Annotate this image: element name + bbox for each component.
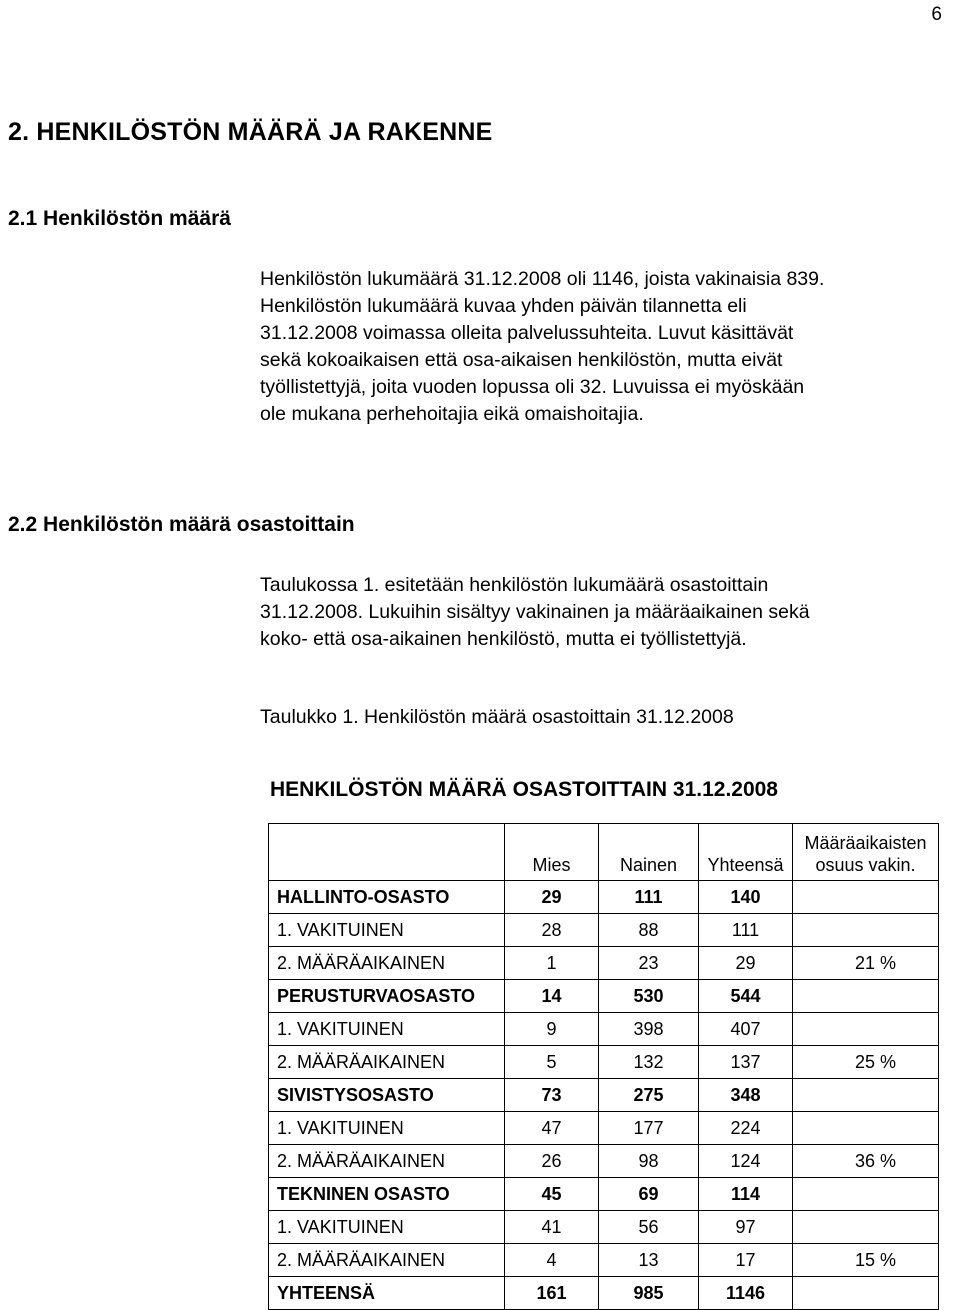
row-label: 1. VAKITUINEN	[269, 1211, 505, 1244]
cell-men: 41	[505, 1211, 599, 1244]
cell-women: 13	[599, 1244, 699, 1277]
row-label: 2. MÄÄRÄAIKAINEN	[269, 1244, 505, 1277]
cell-men: 9	[505, 1013, 599, 1046]
header-share-line1: Määräaikaisten	[804, 833, 927, 853]
cell-total: 1146	[699, 1277, 793, 1310]
table-row	[269, 881, 939, 914]
cell-share	[793, 1013, 939, 1046]
table-title: HENKILÖSTÖN MÄÄRÄ OSASTOITTAIN 31.12.2008	[270, 778, 778, 801]
table-row	[269, 1079, 939, 1112]
cell-women: 111	[599, 881, 699, 914]
cell-total: 140	[699, 881, 793, 914]
cell-total: 224	[699, 1112, 793, 1145]
cell-men: 47	[505, 1112, 599, 1145]
row-label: PERUSTURVAOSASTO	[269, 980, 505, 1013]
cell-women: 275	[599, 1079, 699, 1112]
table-row	[269, 1277, 939, 1310]
cell-total: 124	[699, 1145, 793, 1178]
header-share	[793, 824, 939, 881]
cell-women: 23	[599, 947, 699, 980]
cell-men: 5	[505, 1046, 599, 1079]
cell-women: 177	[599, 1112, 699, 1145]
cell-women: 985	[599, 1277, 699, 1310]
cell-share: 25 %	[793, 1046, 939, 1079]
cell-share	[793, 1079, 939, 1112]
header-women: Nainen	[599, 824, 699, 881]
staff-table	[268, 823, 939, 1310]
cell-share: 21 %	[793, 947, 939, 980]
paragraph-line: sekä kokoaikaisen että osa-aikaisen henkilöstön, mutta eivät	[260, 349, 783, 371]
cell-men: 45	[505, 1178, 599, 1211]
cell-total: 29	[699, 947, 793, 980]
cell-men: 26	[505, 1145, 599, 1178]
cell-share	[793, 1211, 939, 1244]
table-row	[269, 1211, 939, 1244]
paragraph-line: 31.12.2008. Lukuihin sisältyy vakinainen ja määräaikainen sekä	[260, 601, 810, 623]
paragraph-line: työllistettyjä, joita vuoden lopussa oli 32. Luvuissa ei myöskään	[260, 376, 805, 398]
cell-men: 161	[505, 1277, 599, 1310]
cell-share	[793, 914, 939, 947]
section-heading-2-1: 2.1 Henkilöstön määrä	[8, 207, 231, 230]
header-men: Mies	[505, 824, 599, 881]
row-label: 2. MÄÄRÄAIKAINEN	[269, 947, 505, 980]
paragraph-line: koko- että osa-aikainen henkilöstö, mutta ei työllistettyjä.	[260, 628, 747, 650]
table-row	[269, 914, 939, 947]
table-row	[269, 980, 939, 1013]
cell-total: 544	[699, 980, 793, 1013]
row-label: HALLINTO-OSASTO	[269, 881, 505, 914]
chapter-heading: 2. HENKILÖSTÖN MÄÄRÄ JA RAKENNE	[8, 118, 493, 146]
cell-share	[793, 1112, 939, 1145]
row-label: 2. MÄÄRÄAIKAINEN	[269, 1046, 505, 1079]
cell-men: 28	[505, 914, 599, 947]
paragraph-staff-count	[260, 266, 950, 428]
cell-share	[793, 881, 939, 914]
paragraph-by-department	[260, 572, 950, 653]
cell-women: 88	[599, 914, 699, 947]
paragraph-line: ole mukana perhehoitajia eikä omaishoitajia.	[260, 403, 644, 425]
cell-total: 111	[699, 914, 793, 947]
row-label: 1. VAKITUINEN	[269, 1013, 505, 1046]
row-label: 1. VAKITUINEN	[269, 1112, 505, 1145]
header-label-cell	[269, 824, 505, 881]
cell-share: 36 %	[793, 1145, 939, 1178]
table-header-row	[269, 824, 939, 881]
cell-total: 137	[699, 1046, 793, 1079]
table-row	[269, 1013, 939, 1046]
table-row	[269, 1244, 939, 1277]
row-label: SIVISTYSOSASTO	[269, 1079, 505, 1112]
table-row	[269, 1046, 939, 1079]
cell-total: 114	[699, 1178, 793, 1211]
cell-share	[793, 1178, 939, 1211]
table-row	[269, 1145, 939, 1178]
header-total: Yhteensä	[699, 824, 793, 881]
cell-men: 29	[505, 881, 599, 914]
paragraph-line: Henkilöstön lukumäärä 31.12.2008 oli 1146, joista vakinaisia 839.	[260, 268, 825, 290]
cell-total: 17	[699, 1244, 793, 1277]
cell-total: 97	[699, 1211, 793, 1244]
cell-share	[793, 980, 939, 1013]
table-caption: Taulukko 1. Henkilöstön määrä osastoittain 31.12.2008	[260, 706, 734, 728]
row-label: 1. VAKITUINEN	[269, 914, 505, 947]
section-heading-2-2: 2.2 Henkilöstön määrä osastoittain	[8, 513, 355, 536]
paragraph-line: Henkilöstön lukumäärä kuvaa yhden päivän tilannetta eli	[260, 295, 747, 317]
header-share-line2: osuus vakin.	[815, 855, 916, 875]
table-row	[269, 1178, 939, 1211]
cell-share	[793, 1277, 939, 1310]
cell-total: 348	[699, 1079, 793, 1112]
cell-women: 398	[599, 1013, 699, 1046]
cell-men: 4	[505, 1244, 599, 1277]
paragraph-line: Taulukossa 1. esitetään henkilöstön lukumäärä osastoittain	[260, 574, 769, 596]
paragraph-line: 31.12.2008 voimassa olleita palvelussuhteita. Luvut käsittävät	[260, 322, 794, 344]
row-label: YHTEENSÄ	[269, 1277, 505, 1310]
row-label: TEKNINEN OSASTO	[269, 1178, 505, 1211]
cell-men: 1	[505, 947, 599, 980]
row-label: 2. MÄÄRÄAIKAINEN	[269, 1145, 505, 1178]
table-row	[269, 947, 939, 980]
table-row	[269, 1112, 939, 1145]
cell-men: 73	[505, 1079, 599, 1112]
page-number: 6	[931, 4, 942, 25]
cell-men: 14	[505, 980, 599, 1013]
cell-women: 132	[599, 1046, 699, 1079]
cell-women: 98	[599, 1145, 699, 1178]
cell-women: 530	[599, 980, 699, 1013]
cell-women: 56	[599, 1211, 699, 1244]
cell-share: 15 %	[793, 1244, 939, 1277]
cell-women: 69	[599, 1178, 699, 1211]
cell-total: 407	[699, 1013, 793, 1046]
